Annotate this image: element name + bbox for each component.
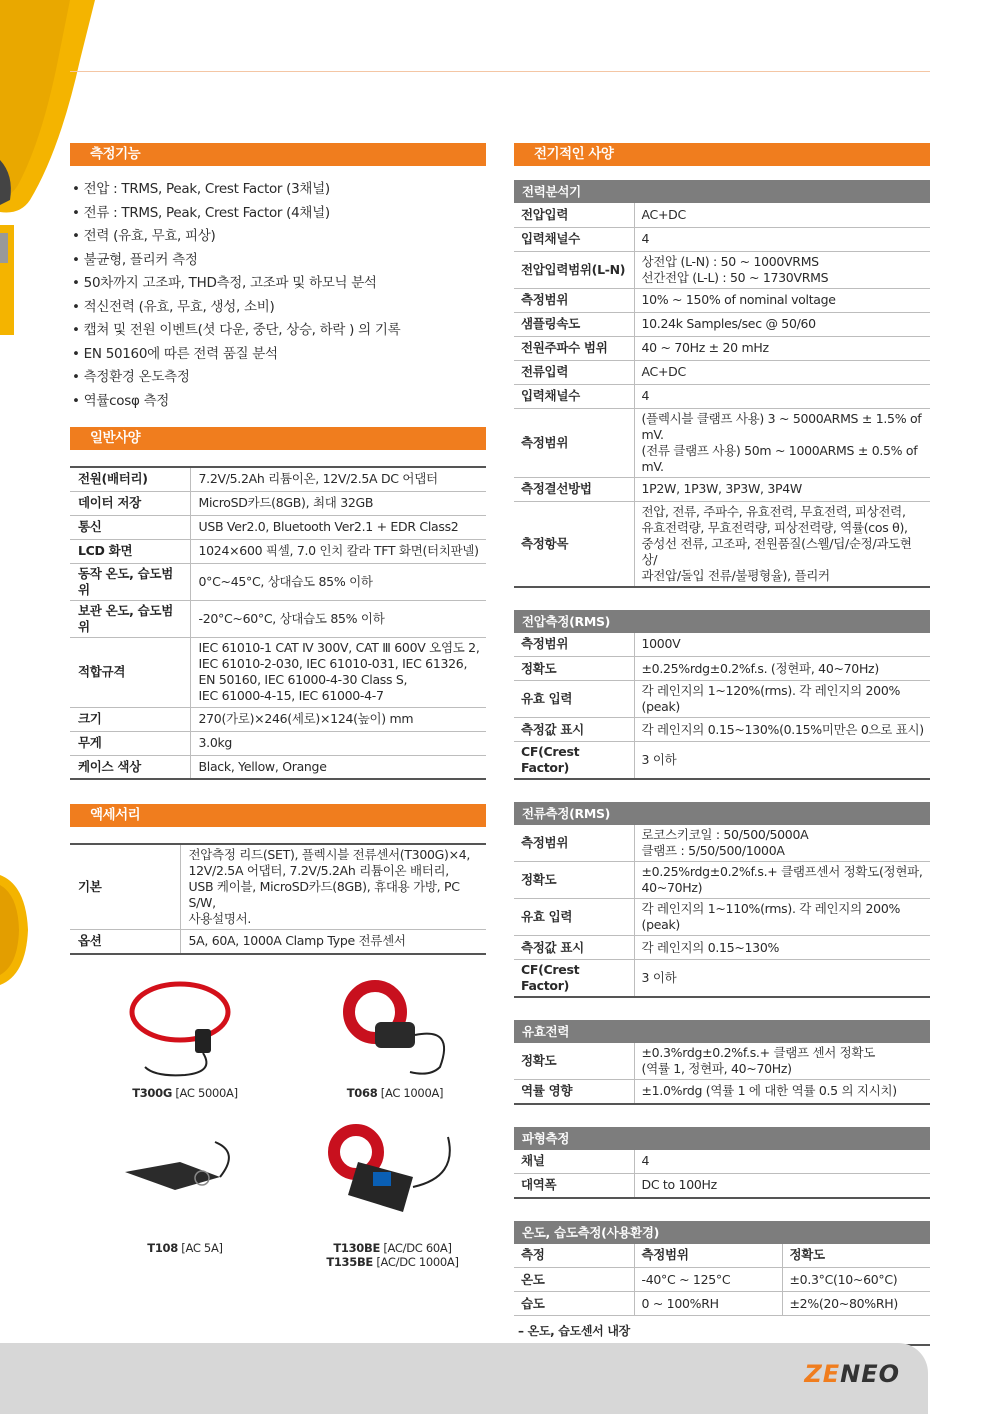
list-item: • 50차까지 고조파, THD측정, 고조파 및 하모닉 분석 xyxy=(72,275,377,291)
device-corner-decoration xyxy=(0,875,30,985)
accessories-title: 액세서리 xyxy=(70,804,486,827)
table-row: CF(Crest Factor) 3 이하 xyxy=(514,742,930,780)
table-row: 데이터 저장 MicroSD카드(8GB), 최대 32GB xyxy=(70,491,486,515)
features-list xyxy=(70,166,486,413)
probe-t068: T068 [AC 1000A] xyxy=(315,977,475,1100)
table-row: 역률 영향 ±1.0%rdg (역률 1 에 대한 역률 0.5 의 지시치) xyxy=(514,1080,930,1104)
list-item: • 전류 : TRMS, Peak, Crest Factor (4채널) xyxy=(72,204,330,221)
table-row: 케이스 색상 Black, Yellow, Orange xyxy=(70,755,486,779)
probe-gallery xyxy=(70,977,486,1297)
table-row: 입력채널수 4 xyxy=(514,227,930,251)
features-title: 측정기능 xyxy=(70,143,486,166)
table-row: 전압입력 AC+DC xyxy=(514,203,930,227)
table-row: CF(Crest Factor) 3 이하 xyxy=(514,960,930,998)
waveform-group xyxy=(514,1127,930,1199)
table-row: 유효 입력 각 레인지의 1~110%(rms). 각 레인지의 200%(peak) xyxy=(514,899,930,936)
environment-note: – 온도, 습도센서 내장 xyxy=(514,1316,930,1346)
general-title: 일반사양 xyxy=(70,427,486,450)
group-title: 유효전력 xyxy=(514,1020,930,1043)
group-title: 전력분석기 xyxy=(514,180,930,203)
list-item: • 측정환경 온도측정 xyxy=(72,369,190,385)
table-row: 채널 4 xyxy=(514,1150,930,1174)
list-item: • 역률cosφ 측정 xyxy=(72,392,170,409)
clamp-probe-image xyxy=(330,977,460,1082)
electrical-title: 전기적인 사양 xyxy=(514,143,930,166)
probe-t300g: T300G [AC 5000A] xyxy=(110,977,260,1100)
table-row: 온도 -40°C ~ 125°C ±0.3°C(10~60°C) xyxy=(514,1268,930,1292)
table-row: LCD 화면 1024×600 픽셀, 7.0 인치 칼라 TFT 화면(터치판넬) xyxy=(70,539,486,563)
table-row: 통신 USB Ver2.0, Bluetooth Ver2.1 + EDR Class2 xyxy=(70,515,486,539)
general-spec-table xyxy=(70,466,486,780)
table-row: 정확도 ±0.3%rdg±0.2%f.s.+ 클램프 센서 정확도 (역률 1, 정현파, 40~70Hz) xyxy=(514,1043,930,1080)
table-row: 전압입력범위(L-N) 상전압 (L-N) : 50 ~ 1000VRMS 선간전압 (L-L) : 50 ~ 1730VRMS xyxy=(514,251,930,288)
table-row: 보관 온도, 습도범위 -20°C~60°C, 상대습도 85% 이하 xyxy=(70,600,486,637)
table-row: 크기 270(가로)×246(세로)×124(높이) mm xyxy=(70,707,486,731)
table-row: 무게 3.0kg xyxy=(70,731,486,755)
right-column xyxy=(514,143,930,1346)
table-row: 동작 온도, 습도범위 0°C~45°C, 상대습도 85% 이하 xyxy=(70,563,486,600)
table-row: 전원주파수 범위 40 ~ 70Hz ± 20 mHz xyxy=(514,336,930,360)
table-row: 전원(배터리) 7.2V/5.2Ah 리튬이온, 12V/2.5A DC 어댑터 xyxy=(70,467,486,491)
group-title: 파형측정 xyxy=(514,1127,930,1150)
table-row: 측정범위 로코스키코일 : 50/500/5000A 클램프 : 5/50/500/1000A xyxy=(514,825,930,862)
table-row: 측정범위 10% ~ 150% of nominal voltage xyxy=(514,288,930,312)
table-row: 정확도 ±0.25%rdg±0.2%f.s.+ 클램프센서 정확도(정현파, 40~70Hz) xyxy=(514,862,930,899)
list-item: • 캡쳐 및 전원 이벤트(셧 다운, 중단, 상승, 하락 ) 의 기록 xyxy=(72,322,401,338)
list-item: • 전력 (유효, 무효, 피상) xyxy=(72,228,216,244)
table-row: 측정값 표시 각 레인지의 0.15~130% xyxy=(514,936,930,960)
environment-table xyxy=(514,1244,930,1317)
table-row: 샘플링속도 10.24k Samples/sec @ 50/60 xyxy=(514,312,930,336)
flexible-probe-image xyxy=(125,977,245,1082)
voltage-rms-table xyxy=(514,633,930,781)
table-row: 입력채널수 4 xyxy=(514,384,930,408)
device-side-decoration xyxy=(0,225,20,335)
voltage-rms-group xyxy=(514,610,930,781)
table-row: 측정결선방법 1P2W, 1P3W, 3P3W, 3P4W xyxy=(514,477,930,501)
footer-band xyxy=(0,1343,928,1414)
group-title: 전류측정(RMS) xyxy=(514,802,930,825)
group-title: 온도, 습도측정(사용환경) xyxy=(514,1221,930,1244)
table-row: 유효 입력 각 레인지의 1~120%(rms). 각 레인지의 200%(peak) xyxy=(514,681,930,718)
active-power-group xyxy=(514,1020,930,1105)
table-row: 옵션 5A, 60A, 1000A Clamp Type 전류센서 xyxy=(70,930,486,954)
waveform-table xyxy=(514,1150,930,1199)
table-row: 정확도 ±0.25%rdg±0.2%f.s. (정현파, 40~70Hz) xyxy=(514,657,930,681)
table-row: 측정값 표시 각 레인지의 0.15~130%(0.15%미만은 0으로 표시) xyxy=(514,718,930,742)
table-row: 적합규격 IEC 61010-1 CAT Ⅳ 300V, CAT Ⅲ 600V 오염도 2, IEC 61010-2-030, IEC 61010-031, IEC 61326, EN 50160, IEC 61000-4-30 Class S, IEC 61000-4-15, IEC 61000-4-7 xyxy=(70,637,486,707)
active-power-table xyxy=(514,1043,930,1105)
probe-t108: T108 [AC 5A] xyxy=(110,1132,260,1255)
table-row: 측정항목 전압, 전류, 주파수, 유효전력, 무효전력, 피상전력, 유효전력량, 무효전력량, 피상전력량, 역률(cos θ), 중성선 전류, 고조파, 전원품질(스웰/딥/순정/과도현상/ 과전압/돌입 전류/불평형율), 플리커 xyxy=(514,501,930,587)
small-clamp-image xyxy=(120,1132,250,1237)
table-row: 대역폭 DC to 100Hz xyxy=(514,1174,930,1198)
current-rms-group xyxy=(514,802,930,998)
current-rms-table xyxy=(514,825,930,998)
power-analyzer-table xyxy=(514,203,930,588)
list-item: • EN 50160에 따른 전력 품질 분석 xyxy=(72,345,278,362)
table-row: 전류입력 AC+DC xyxy=(514,360,930,384)
zeneo-logo: ZENEO xyxy=(804,1360,900,1388)
list-item: • 불균형, 플리커 측정 xyxy=(72,251,198,268)
power-analyzer-group xyxy=(514,180,930,588)
left-column xyxy=(70,143,486,1297)
list-item: • 적신전력 (유효, 무효, 생성, 소비) xyxy=(72,298,275,315)
table-row: 습도 0 ~ 100%RH ±2%(20~80%RH) xyxy=(514,1292,930,1316)
table-row: 측정 측정범위 정확도 xyxy=(514,1244,930,1268)
environment-group xyxy=(514,1221,930,1347)
probe-t130be: T130BE [AC/DC 60A] T135BE [AC/DC 1000A] xyxy=(305,1117,480,1269)
dc-clamp-image xyxy=(318,1117,468,1237)
group-title: 전압측정(RMS) xyxy=(514,610,930,633)
header-rule xyxy=(70,71,930,72)
table-row: 측정범위 (플렉시블 클램프 사용) 3 ~ 5000ARMS ± 1.5% of mV. (전류 클램프 사용) 50m ~ 1000ARMS ± 0.5% of mV. xyxy=(514,408,930,477)
table-row: 측정범위 1000V xyxy=(514,633,930,657)
table-row: 기본 전압측정 리드(SET), 플렉시블 전류센서(T300G)×4, 12V/2.5A 어댑터, 7.2V/5.2Ah 리튬이온 배터리, USB 케이블, MicroSD카드(8GB), 휴대용 가방, PC S/W, 사용설명서. xyxy=(70,844,486,930)
accessories-table xyxy=(70,843,486,955)
list-item: • 전압 : TRMS, Peak, Crest Factor (3채널) xyxy=(72,181,330,197)
